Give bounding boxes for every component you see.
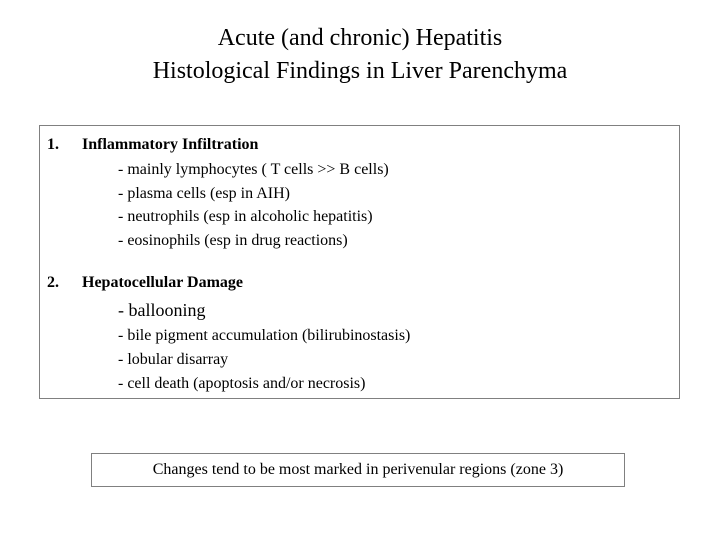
section-2-item: - bile pigment accumulation (bilirubinostasis) xyxy=(118,327,411,344)
section-2-heading: Hepatocellular Damage xyxy=(82,274,244,291)
section-2-item: - ballooning xyxy=(118,300,206,320)
section-1-item: - neutrophils (esp in alcoholic hepatitis) xyxy=(118,208,373,225)
section-2-item: - lobular disarray xyxy=(118,351,229,368)
title-line-1: Acute (and chronic) Hepatitis xyxy=(217,25,503,51)
zone-note: Changes tend to be most marked in perivenular regions (zone 3) xyxy=(91,453,625,487)
slide-title xyxy=(0,22,720,88)
section-2-number: 2. xyxy=(47,274,59,291)
section-1-item: - mainly lymphocytes ( T cells >> B cells) xyxy=(118,161,389,178)
section-1-item: - eosinophils (esp in drug reactions) xyxy=(118,232,348,249)
section-2-item: - cell death (apoptosis and/or necrosis) xyxy=(118,375,366,392)
title-line-2: Histological Findings in Liver Parenchyma xyxy=(152,58,568,84)
section-1-heading: Inflammatory Infiltration xyxy=(82,136,259,153)
findings-box xyxy=(39,125,680,399)
section-1-item: - plasma cells (esp in AIH) xyxy=(118,185,290,202)
section-1-number: 1. xyxy=(47,136,59,153)
